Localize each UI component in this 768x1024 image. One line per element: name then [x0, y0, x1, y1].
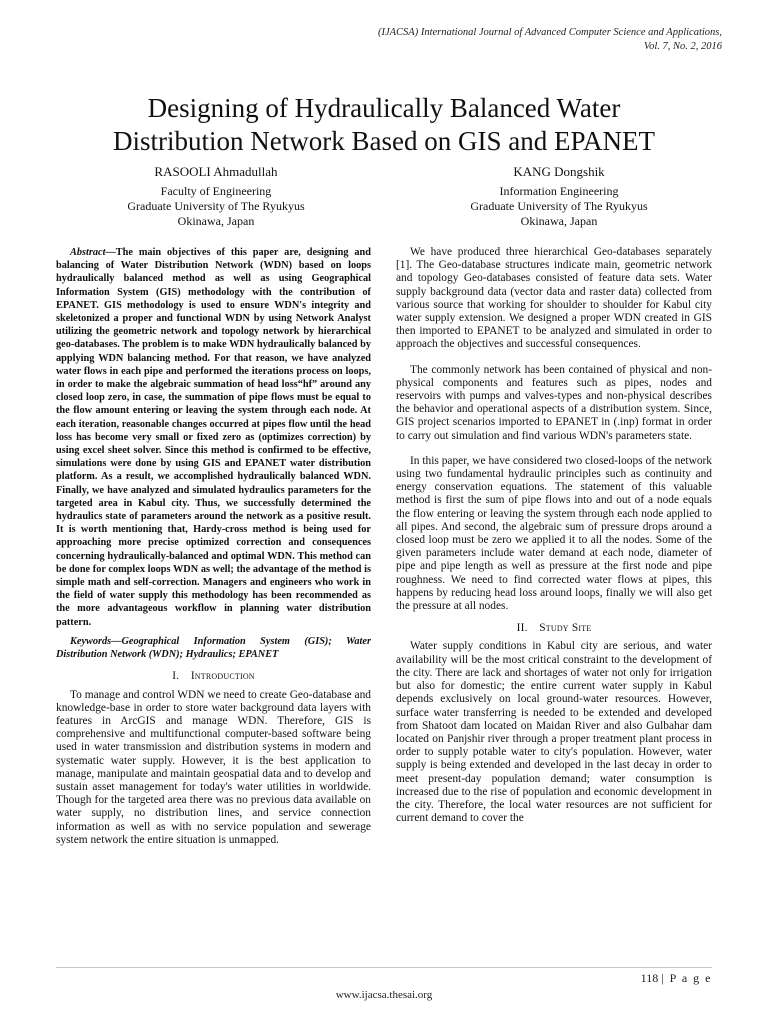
- author-university: Graduate University of The Ryukyus: [470, 199, 648, 213]
- body-paragraph-1: We have produced three hierarchical Geo-databases separately [1]. The Geo-database structures indicate main, geometric network and topology Geo-databases consisted of feature data sets. Water supply background data (vector data and raster data) collected from various source that working for shoulder to shoulder for Kabul city water supply extension. We designed a proper WDN created in GIS then imported to EPANET to be analyzed and simulated in order to approach the objectives and successful consequences.: [396, 246, 712, 351]
- author-block-2: [409, 164, 709, 229]
- author-name: RASOOLI Ahmadullah: [154, 164, 278, 179]
- journal-volume: Vol. 7, No. 2, 2016: [643, 41, 722, 52]
- author-university: Graduate University of The Ryukyus: [127, 199, 305, 213]
- keywords: Keywords—Geographical Information System (GIS); Water Distribution Network (WDN); Hydraulics; EPANET: [56, 635, 371, 661]
- body-paragraph-3: In this paper, we have considered two closed-loops of the network using two fundamental hydraulic principles such as continuity and energy conservation equations. The statement of this valuable method is first the sum of pipe flows into and out of a node equals the flow entering or leaving the system through each node applied to all pipes. And second, the algebraic sum of pressure drops around a closed loop must be zero we applied it to all the nodes. Some of the given parameters include water demand at each node, diameter of pipe and pipe length as well as pressure at the first node and pipe roughness. We need to find corrected water flows at pipes, this happens by reducing head loss around loops, finally we will also get the pressure at all nodes.: [396, 454, 712, 613]
- study-site-paragraph: Water supply conditions in Kabul city are serious, and water availability will be the most critical constraint to the development of the city. There are lack and shortages of water not only for irrigation but also for domestic; the entire current water supply in Kabul depends exclusively on local ground-water resources. However, surface water transferring is needed to be extended and developed from Shatoot dam located on Maidan River and also Gulbahar dam located on Panjshir river through a proper treatment plant process in order to supply potable water to city's population. However, water supply is being extended and developed in the last decay in order to meet present-day population demand; water consumption is increased due to the rise of population and economic development in the city. Therefore, the local water resources are not sufficient for current demand to cover the: [396, 640, 712, 825]
- section-heading-introduction: I. Introduction: [172, 670, 255, 683]
- page-number: [641, 971, 712, 986]
- author-department: Information Engineering: [499, 184, 619, 198]
- abstract-label: Abstract: [70, 247, 106, 258]
- section-heading-study-site: II. Study Site: [516, 622, 592, 635]
- author-block-1: [66, 164, 366, 229]
- right-column: [396, 246, 712, 825]
- abstract: [56, 246, 371, 629]
- journal-name: (IJACSA) International Journal of Advanced Computer Science and Applications,: [377, 27, 722, 38]
- abstract-text: —The main objectives of this paper are, designing and balancing of Water Distribution Network (WDN) based on loops hydraulically balanced method as well as using Geographical Information System (GIS) methodology with the contribution of EPANET. GIS methodology is used to ensure WDN's integrity and skeletonized a proper and functional WDN by using Network Analyst utilizing the geometric network and topology network by hierarchical geo-databases. The problem is to make WDN hydraulically balanced by applying WDN balancing method. For that reason, we have analyzed water flows in each pipe and performed the iterations process on loops, in order to make the algebraic summation of head loss“hf” around any closed loop zero, in case, the summation of pipe flows must be equal to the flow amount entering or leaving the system through each node. At each iteration, reasonable changes occurred at pipes flow until the head loss has become very small or fixed zero as (optimizes correction) by using excel sheet solver. Since this method is confirmed to be effective, simulations were done by using GIS and EPANET water distribution platform. As a result, we accomplished hydraulically balanced WDN. Finally, we have analyzed and simulated hydraulics parameters for the targeted area in Kabul city. Thus, we successfully determined the hydraulics state of parameters around the network as a positive result. It is worth mentioning that, Hardy-cross method is being used for approaching more precise optimized correction and consequences concerning hydraulically-balanced and optimal WDN. This method can be done for complex loops WDN as well; the advantage of the method is simple math and self-correction. Managers and engineers who work in the field of water supply this methodology has been recommended as the more advantageous workflow in planning water distribution pattern.: [56, 247, 371, 628]
- journal-header: [202, 26, 722, 54]
- footer-divider: [56, 967, 712, 968]
- page-label: | P a g e: [661, 971, 712, 985]
- paper-title: [40, 92, 728, 158]
- intro-paragraph: To manage and control WDN we need to create Geo-database and knowledge-base in order to store water background data layers with features in ArcGIS and manage WDN. Therefore, GIS is comprehensive and multifunctional computer-based software being used in water transmission and distribution systems in modern and systematic water supply. However, it is the best application to manage, manipulate and maintain geospatial data and to develop and sustain asset management for today's water utilities in worldwide. Though for the targeted area there was no previous data available on water supply, no distribution lines, and service connection information as well as with no service population and sewerage system network the entire situation is unmapped.: [56, 688, 371, 846]
- author-location: Okinawa, Japan: [520, 214, 598, 228]
- author-name: KANG Dongshik: [513, 164, 605, 179]
- author-location: Okinawa, Japan: [177, 214, 255, 228]
- journal-url: www.ijacsa.thesai.org: [335, 989, 433, 1001]
- title-line-2: Distribution Network Based on GIS and EPANET: [113, 126, 655, 157]
- left-column: [56, 246, 371, 847]
- body-paragraph-2: The commonly network has been contained of physical and non-physical components and features such as pipes, nodes and reservoirs with pumps and valves-types and non-physical describes the behavior and operational aspects of a distribution system. Since, GIS project scenarios imported to EPANET in (.inp) format in order to carry out simulation and find various WDN's parameters state.: [396, 363, 712, 442]
- page-number-value: 118: [640, 971, 659, 985]
- author-department: Faculty of Engineering: [160, 184, 272, 198]
- title-line-1: Designing of Hydraulically Balanced Water: [147, 93, 621, 124]
